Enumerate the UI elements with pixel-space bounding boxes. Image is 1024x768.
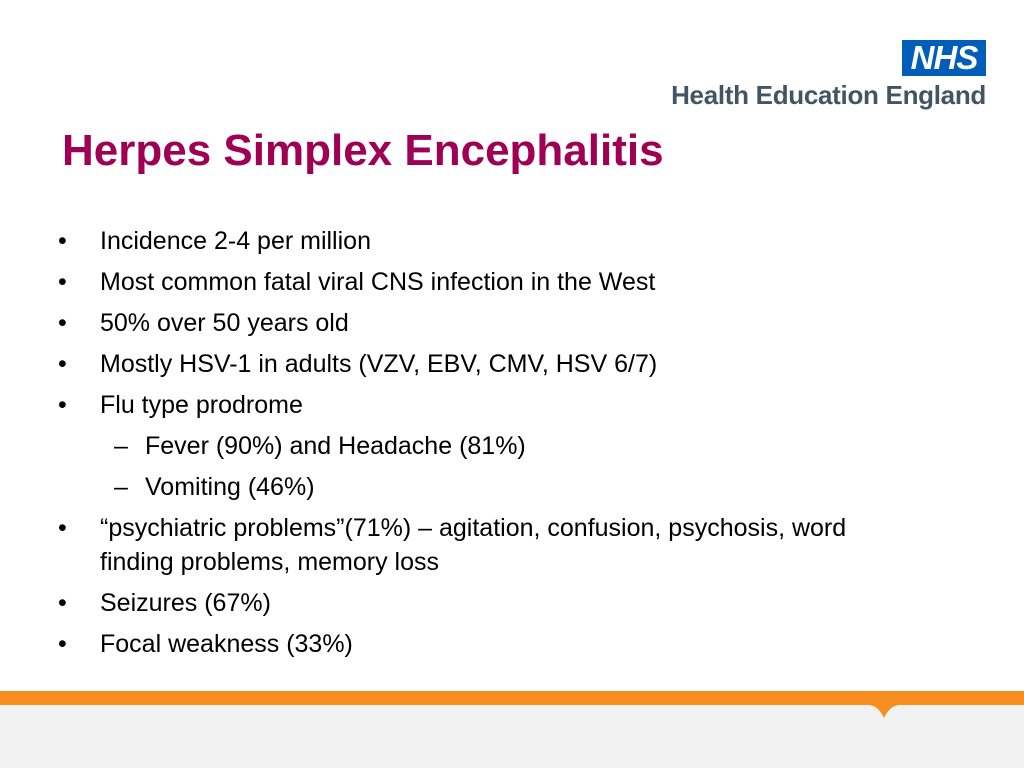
- footer-notch-shape: [868, 700, 900, 722]
- bullet-text: Incidence 2-4 per million: [100, 227, 371, 255]
- nhs-hee-logo: [626, 40, 986, 112]
- org-name: Health Education England: [671, 80, 986, 110]
- bullet-item: [0, 306, 1024, 340]
- bullet-marker: •: [58, 309, 67, 337]
- bullet-item: [0, 586, 1024, 620]
- bullet-item: [0, 627, 1024, 661]
- bullet-item: [0, 511, 1024, 579]
- bullet-list: [0, 224, 1024, 668]
- sub-bullet-item: [0, 429, 1024, 463]
- sub-bullet-text: Fever (90%) and Headache (81%): [145, 432, 526, 460]
- nhs-badge: NHS: [902, 40, 986, 76]
- bullet-marker: •: [58, 630, 67, 658]
- sub-bullet-marker: –: [114, 473, 128, 501]
- bullet-text: Seizures (67%): [100, 589, 271, 617]
- bullet-text: Most common fatal viral CNS infection in the West: [100, 268, 656, 296]
- bullet-item: [0, 347, 1024, 381]
- bullet-text: Focal weakness (33%): [100, 630, 353, 658]
- bullet-text: 50% over 50 years old: [100, 309, 349, 337]
- bullet-item: [0, 388, 1024, 422]
- bullet-text: “psychiatric problems”(71%) – agitation, confusion, psychosis, word finding problems, memory loss: [100, 514, 847, 576]
- sub-bullet-item: [0, 470, 1024, 504]
- bullet-marker: •: [58, 514, 67, 542]
- bullet-text: Flu type prodrome: [100, 391, 303, 419]
- sub-bullet-text: Vomiting (46%): [145, 473, 315, 501]
- sub-bullet-marker: –: [114, 432, 128, 460]
- bullet-item: [0, 265, 1024, 299]
- slide-title: Herpes Simplex Encephalitis: [62, 126, 664, 175]
- bullet-marker: •: [58, 589, 67, 617]
- bullet-item: [0, 224, 1024, 258]
- bullet-text: Mostly HSV-1 in adults (VZV, EBV, CMV, HSV 6/7): [100, 350, 658, 378]
- bullet-marker: •: [58, 227, 67, 255]
- bullet-marker: •: [58, 391, 67, 419]
- bullet-marker: •: [58, 350, 67, 378]
- bullet-marker: •: [58, 268, 67, 296]
